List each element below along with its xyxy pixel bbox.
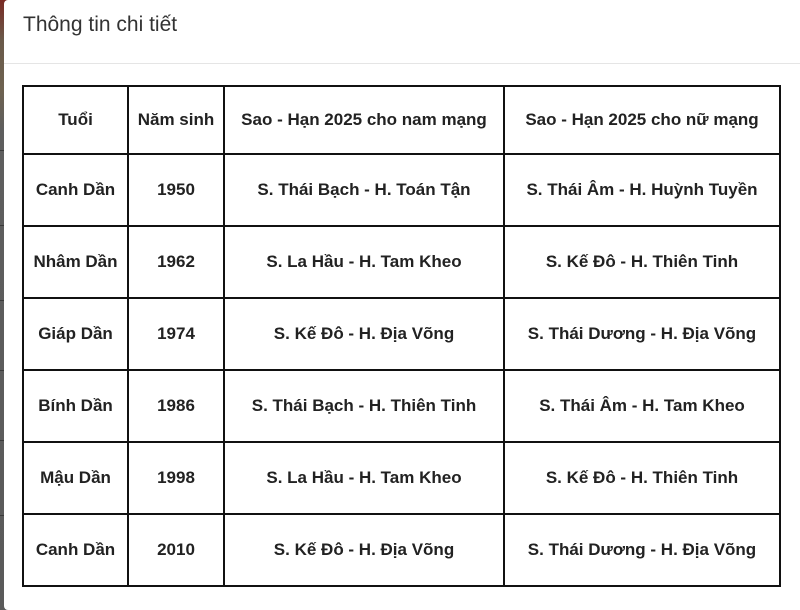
table-row <box>23 370 780 442</box>
table-header-row <box>23 86 780 154</box>
table-row <box>23 298 780 370</box>
table-row <box>23 226 780 298</box>
modal-title: Thông tin chi tiết <box>23 13 178 36</box>
cell-birth-year: 1998 <box>128 442 224 514</box>
cell-male-star: S. Thái Bạch - H. Thiên Tinh <box>224 370 504 442</box>
cell-age: Canh Dần <box>23 154 128 226</box>
cell-age: Nhâm Dần <box>23 226 128 298</box>
cell-birth-year: 2010 <box>128 514 224 586</box>
horoscope-table <box>22 85 781 587</box>
cell-female-star: S. Kế Đô - H. Thiên Tinh <box>504 226 780 298</box>
cell-age: Giáp Dần <box>23 298 128 370</box>
cell-age: Bính Dần <box>23 370 128 442</box>
cell-birth-year: 1974 <box>128 298 224 370</box>
table-row <box>23 514 780 586</box>
cell-female-star: S. Thái Âm - H. Huỳnh Tuyền <box>504 154 780 226</box>
header-age: Tuổi <box>23 86 128 154</box>
cell-male-star: S. La Hầu - H. Tam Kheo <box>224 442 504 514</box>
cell-female-star: S. Kế Đô - H. Thiên Tinh <box>504 442 780 514</box>
table-row <box>23 442 780 514</box>
detail-modal <box>4 0 800 610</box>
cell-male-star: S. Kế Đô - H. Địa Võng <box>224 514 504 586</box>
cell-age: Mậu Dần <box>23 442 128 514</box>
cell-birth-year: 1962 <box>128 226 224 298</box>
cell-age: Canh Dần <box>23 514 128 586</box>
cell-female-star: S. Thái Dương - H. Địa Võng <box>504 514 780 586</box>
cell-birth-year: 1950 <box>128 154 224 226</box>
cell-female-star: S. Thái Âm - H. Tam Kheo <box>504 370 780 442</box>
cell-male-star: S. Thái Bạch - H. Toán Tận <box>224 154 504 226</box>
horoscope-table-container <box>22 85 781 587</box>
table-row <box>23 154 780 226</box>
cell-male-star: S. Kế Đô - H. Địa Võng <box>224 298 504 370</box>
cell-male-star: S. La Hầu - H. Tam Kheo <box>224 226 504 298</box>
header-birth-year: Năm sinh <box>128 86 224 154</box>
modal-header <box>4 0 800 64</box>
header-female-star: Sao - Hạn 2025 cho nữ mạng <box>504 86 780 154</box>
cell-birth-year: 1986 <box>128 370 224 442</box>
header-male-star: Sao - Hạn 2025 cho nam mạng <box>224 86 504 154</box>
cell-female-star: S. Thái Dương - H. Địa Võng <box>504 298 780 370</box>
